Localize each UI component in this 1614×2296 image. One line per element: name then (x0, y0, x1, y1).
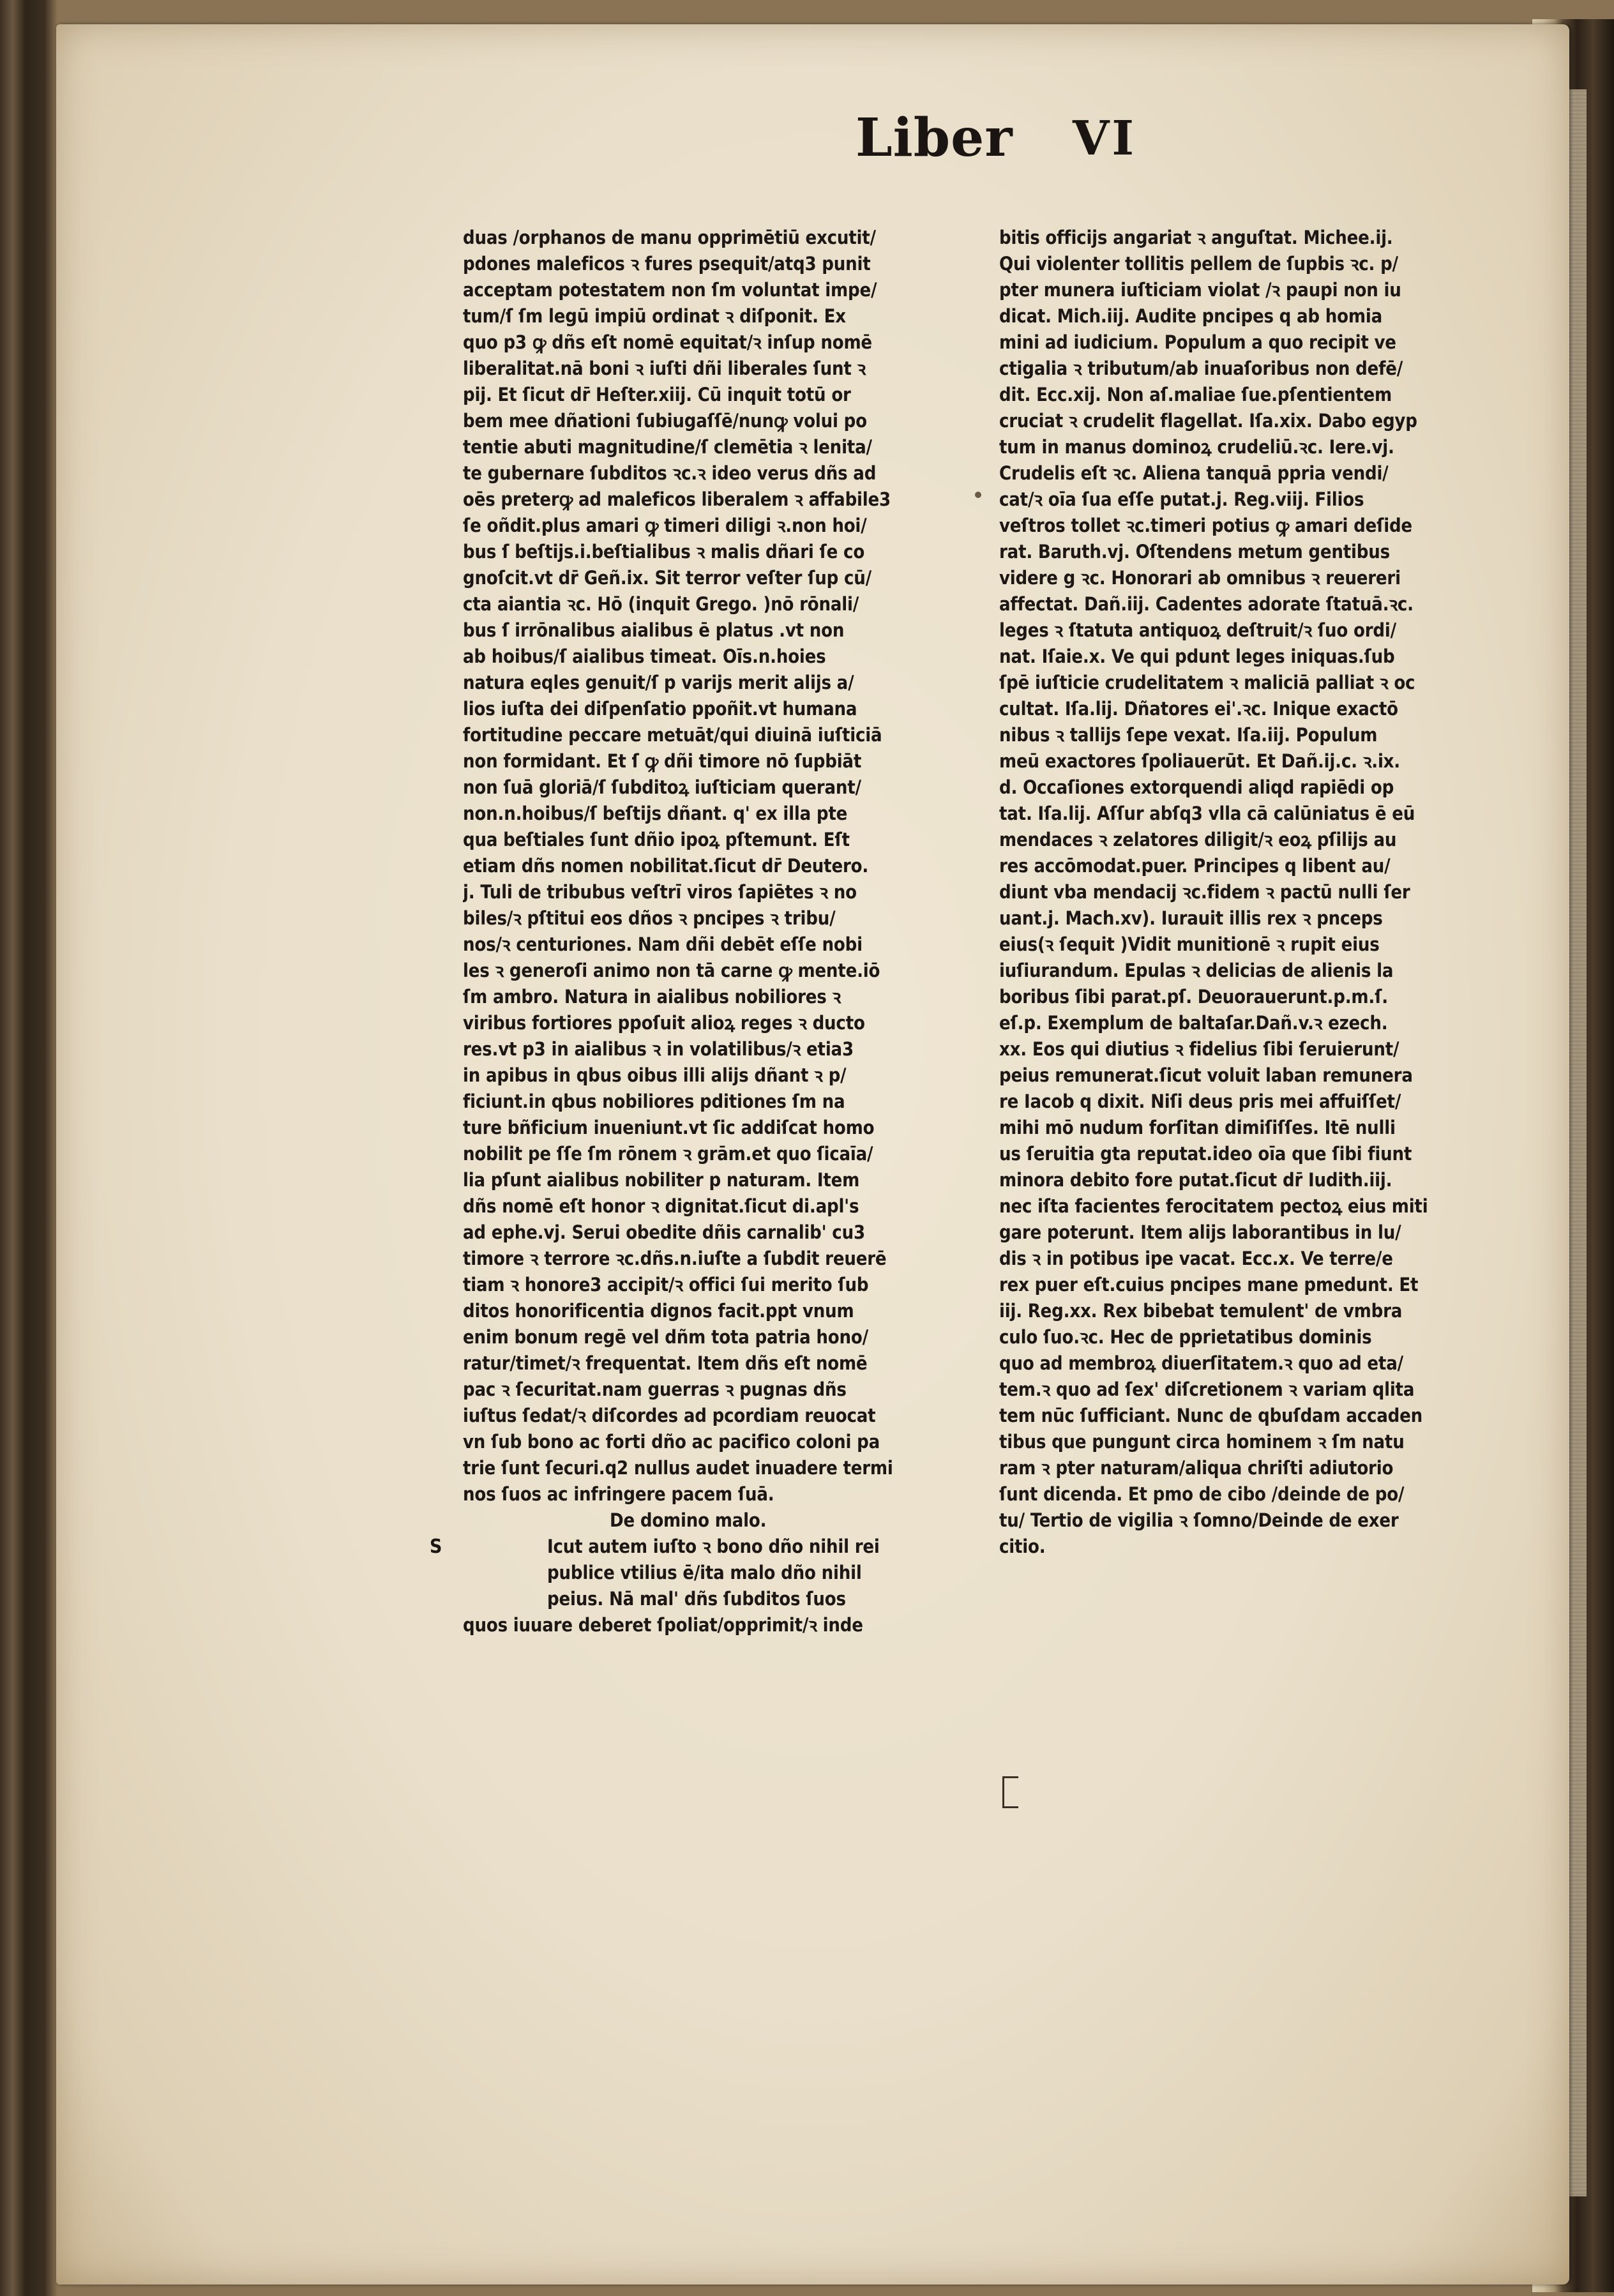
text-line: iuſiurandum. Epulas ꝛ delicias de alienis la (999, 960, 1394, 981)
text-line: quo ad membroꝝ diuerſitatem.ꝛ quo ad eta/ (999, 1352, 1403, 1374)
text-line: ſe oñdit.plus amari ꝙ timeri diligi ꝛ.non hoi/ (463, 515, 867, 536)
text-line: res.vt p3 in aialibus ꝛ in volatilibus/ꝛ etia3 (463, 1038, 854, 1060)
text-line: minora debito fore putat.ſicut dr̄ Iudith.iij. (999, 1169, 1392, 1191)
text-line: iij. Reg.xx. Rex bibebat temulent' de vmbra (999, 1300, 1403, 1322)
text-line: enim bonum regē vel dñm tota patria hono/ (463, 1326, 868, 1348)
text-line: boribus ſibi parat.pſ. Deuorauerunt.p.m.ſ. (999, 986, 1388, 1008)
text-line: ab hoibus/ſ aialibus timeat. Oīs.n.hoies (463, 646, 826, 667)
text-line: oēs preterꝙ ad maleficos liberalem ꝛ affabile3 (463, 488, 891, 510)
text-line: us ſeruitia gta reputat.ideo oīa que ſibi fiunt (999, 1143, 1412, 1165)
text-line: ditos honorificentia dignos facit.ppt vnum (463, 1300, 854, 1322)
text-line: in apibus in qbus oibus illi alijs dñant ꝛ p/ (463, 1064, 847, 1086)
text-line: fortitudine peccare metuāt/qui diuinā iuſticiā (463, 724, 882, 746)
text-line: xx. Eos qui diutius ꝛ fidelius ſibi ſeruierunt/ (999, 1038, 1399, 1060)
text-line: publice vtilius ē/ita malo dño nihil (547, 1562, 862, 1583)
text-line: dicat. Mich.iij. Audite pncipes q ab homia (999, 305, 1383, 327)
text-line: bus ſ beſtijs.i.beſtialibus ꝛ malis dñari ſe co (463, 541, 865, 563)
text-line: bitis officijs angariat ꝛ anguſtat. Michee.ij. (999, 227, 1393, 248)
text-line: te gubernare ſubditos ꝛc.ꝛ ideo verus dñs ad (463, 462, 877, 484)
right-text-column (999, 225, 1488, 1560)
text-line: tiam ꝛ honore3 accipit/ꝛ offici ſui merito ſub (463, 1274, 869, 1295)
text-line: tentie abuti magnitudine/ſ clemētia ꝛ lenita/ (463, 436, 872, 458)
text-line: re Iacob q dixit. Niſi deus pris mei affuiſſet/ (999, 1091, 1401, 1112)
text-line: Crudelis eſt ꝛc. Aliena tanquā ppria vendi/ (999, 462, 1389, 484)
text-line: natura eqles genuit/ſ p varijs merit alijs a/ (463, 672, 854, 693)
text-line: ratur/timet/ꝛ frequentat. Item dñs eſt nomē (463, 1352, 868, 1374)
text-line: meū exactores ſpoliauerūt. Et Dañ.ij.c. ꝛ.ix. (999, 750, 1401, 772)
text-line: viribus fortiores ppoſuit alioꝝ reges ꝛ ducto (463, 1012, 865, 1034)
text-line: mihi mō nudum forſitan dimiſiſſes. Itē nulli (999, 1117, 1396, 1138)
text-line: non formidant. Et ſ ꝙ dñi timore nō ſupbiāt (463, 750, 862, 772)
text-line: dit. Ecc.xij. Non aſ.maliae ſue.pſentientem (999, 384, 1392, 405)
right-column-lines (999, 225, 1488, 1560)
text-line: quo p3 ꝙ dñs eſt nomē equitat/ꝛ inſup nomē (463, 331, 872, 353)
text-line: mini ad iudicium. Populum a quo recipit ve (999, 331, 1396, 353)
drop-initial: S (430, 1536, 442, 1558)
text-line: ture bñficium inueniunt.vt ſic addiſcat homo (463, 1117, 875, 1138)
text-line: nec iſta facientes ferocitatem pectoꝝ eius miti (999, 1195, 1428, 1217)
text-line: mendaces ꝛ zelatores diligit/ꝛ eoꝝ pſilijs au (999, 829, 1397, 850)
text-line: iuſtus ſedat/ꝛ diſcordes ad pcordiam reuocat (463, 1405, 876, 1426)
text-line: gnoſcit.vt dr̄ Geñ.ix. Sit terror veſter ſup cū/ (463, 567, 871, 589)
text-line: tat. Iſa.lij. Aſſur abſq3 vlla cā calūniatus ē eū (999, 803, 1415, 824)
text-line: les ꝛ generoſi animo non tā carne ꝙ mente.iō (463, 960, 880, 981)
text-line: dis ꝛ in potibus ipe vacat. Ecc.x. Ve terre/e (999, 1248, 1393, 1269)
text-line: res accōmodat.puer. Principes q libent au/ (999, 855, 1391, 877)
text-line: dñs nomē eſt honor ꝛ dignitat.ſicut di.apl's (463, 1195, 859, 1217)
text-line: tum/ſ ſm legū impiū ordinat ꝛ diſponit. Ex (463, 305, 846, 327)
text-line: videre g ꝛc. Honorari ab omnibus ꝛ reuereri (999, 567, 1401, 589)
text-line: timore ꝛ terrore ꝛc.dñs.n.iuſte a ſubdit reuerē (463, 1248, 887, 1269)
text-line: vn ſub bono ac forti dño ac pacifico coloni pa (463, 1431, 880, 1453)
text-line: eſ.p. Exemplum de baltaſar.Dañ.v.ꝛ ezech. (999, 1012, 1388, 1034)
text-line: pac ꝛ ſecuritat.nam guerras ꝛ pugnas dñs (463, 1378, 847, 1400)
text-line: Qui violenter tollitis pellem de ſupbis ꝛc. p/ (999, 253, 1398, 275)
running-header (856, 107, 1175, 177)
text-line: affectat. Dañ.iij. Cadentes adorate ſtatuā.ꝛc. (999, 593, 1414, 615)
text-line: nos/ꝛ centuriones. Nam dñi debēt eſſe nobi (463, 933, 863, 955)
text-line: nobilit pe ſſe ſm rōnem ꝛ grām.et quo ſicaīa/ (463, 1143, 873, 1165)
ink-speck (975, 492, 981, 498)
text-line: peius. Nā mal' dñs ſubditos ſuos (547, 1588, 846, 1610)
text-line: tu/ Tertio de vigilia ꝛ ſomno/Deinde de exer (999, 1509, 1399, 1531)
text-line: tem nūc ſufficiant. Nunc de qbuſdam accaden (999, 1405, 1423, 1426)
text-line: cat/ꝛ oīa ſua eſſe putat.j. Reg.viij. Filios (999, 488, 1364, 510)
text-line: ſm ambro. Natura in aialibus nobiliores ꝛ (463, 986, 841, 1008)
text-line: lios iuſta dei diſpenſatio ppoñit.vt humana (463, 698, 857, 720)
text-line: tibus que pungunt circa hominem ꝛ ſm natu (999, 1431, 1405, 1453)
text-line: ad ephe.vj. Serui obedite dñis carnalib' cu3 (463, 1221, 865, 1243)
text-line: bus ſ irrōnalibus aialibus ē platus .vt non (463, 619, 845, 641)
text-line: etiam dñs nomen nobilitat.ſicut dr̄ Deutero. (463, 855, 869, 877)
text-line: uant.j. Mach.xv). Iurauit illis rex ꝛ pnceps (999, 907, 1383, 929)
section-heading: De domino malo. (610, 1509, 767, 1531)
text-line: nat. Iſaie.x. Ve qui pdunt leges iniquas.ſub (999, 646, 1395, 667)
left-column-tail-lines (463, 1534, 923, 1638)
text-line: Icut autem iuſto ꝛ bono dño nihil rei (547, 1536, 880, 1557)
header-title: Liber (856, 107, 1013, 169)
text-line: gare poterunt. Item alijs laborantibus in lu/ (999, 1221, 1401, 1243)
text-line: citio. (999, 1536, 1046, 1557)
text-line: tem.ꝛ quo ad ſex' diſcretionem ꝛ variam qlita (999, 1378, 1415, 1400)
text-line: ficiunt.in qbus nobiliores pditiones ſm na (463, 1091, 845, 1112)
text-line: diunt vba mendacij ꝛc.fidem ꝛ pactū nulli ſer (999, 881, 1410, 903)
text-line: pter munera iuſticiam violat /ꝛ paupi non iu (999, 279, 1401, 301)
text-line: acceptam potestatem non ſm voluntat impe/ (463, 279, 877, 301)
text-line: ctigalia ꝛ tributum/ab inuaſoribus non defē/ (999, 358, 1403, 379)
text-line: ram ꝛ pter naturam/aliqua chriſti adiutorio (999, 1457, 1394, 1479)
text-line: qua beſtiales ſunt dñio ipoꝝ pſtemunt. Eſt (463, 829, 850, 850)
text-line: cruciat ꝛ crudelit flagellat. Iſa.xix. Dabo egyp (999, 410, 1417, 432)
facing-page-edge (1567, 89, 1587, 2196)
text-line: liberalitat.nā boni ꝛ iuſti dñi liberales ſunt ꝛ (463, 358, 866, 379)
text-line: d. Occaſiones extorquendi aliqd rapiēdi op (999, 776, 1394, 798)
text-line: j. Tuli de tribubus veſtrī viros ſapiētes ꝛ no (463, 881, 857, 903)
catchword-bracket (1002, 1776, 1018, 1808)
text-line: duas /orphanos de manu opprimētiū excutit/ (463, 227, 876, 248)
text-line: nibus ꝛ tallijs ſepe vexat. Iſa.iij. Populum (999, 724, 1378, 746)
text-line: rex puer eſt.cuius pncipes mane pmedunt. Et (999, 1274, 1419, 1295)
text-line: ſpē iuſticie crudelitatem ꝛ maliciā palliat ꝛ oc (999, 672, 1415, 693)
text-line: non.n.hoibus/ſ beſtijs dñant. q' ex illa pte (463, 803, 848, 824)
text-line: pdones maleficos ꝛ fures psequit/atq3 punit (463, 253, 871, 275)
text-line: bem mee dñationi ſubiugaſſē/nunꝙ volui po (463, 410, 867, 432)
folio-number: VI (1073, 111, 1137, 166)
text-line: cta aiantia ꝛc. Hō (inquit Grego. )nō rōnali/ (463, 593, 859, 615)
text-line: cultat. Iſa.lij. Dñatores ei'.ꝛc. Inique exactō (999, 698, 1398, 720)
text-line: ſunt dicenda. Et pmo de cibo /deinde de po/ (999, 1483, 1405, 1505)
text-line: veſtros tollet ꝛc.timeri potius ꝙ amari deſide (999, 515, 1412, 536)
text-line: lia pſunt aialibus nobiliter p naturam. Item (463, 1169, 860, 1191)
text-line: nos ſuos ac infringere pacem ſuā. (463, 1483, 774, 1505)
text-line: eius(ꝛ ſequit )Vidit munitionē ꝛ rupit eius (999, 933, 1380, 955)
left-column-lines (463, 225, 923, 1507)
section-opening (430, 1534, 923, 1638)
text-line: quos iuuare deberet ſpoliat/opprimit/ꝛ inde (463, 1614, 863, 1636)
text-line: peius remunerat.ſicut voluit laban remunera (999, 1064, 1413, 1086)
text-line: non ſuā gloriā/ſ ſubditoꝝ iuſticiam querant/ (463, 776, 861, 798)
text-line: culo ſuo.ꝛc. Hec de pprietatibus dominis (999, 1326, 1372, 1348)
left-text-column (430, 225, 923, 1638)
text-line: biles/ꝛ pſtitui eos dños ꝛ pncipes ꝛ tribu/ (463, 907, 836, 929)
text-line: pij. Et ſicut dr̄ Heſter.xiij. Cū inquit totū or (463, 384, 851, 405)
text-line: rat. Baruth.vj. Oſtendens metum gentibus (999, 541, 1390, 563)
text-line: tum in manus dominoꝝ crudeliū.ꝛc. Iere.vj. (999, 436, 1394, 458)
text-line: trie ſunt ſecuri.q2 nullus audet inuadere termi (463, 1457, 893, 1479)
text-line: leges ꝛ ſtatuta antiquoꝝ deſtruit/ꝛ ſuo ordi/ (999, 619, 1396, 641)
